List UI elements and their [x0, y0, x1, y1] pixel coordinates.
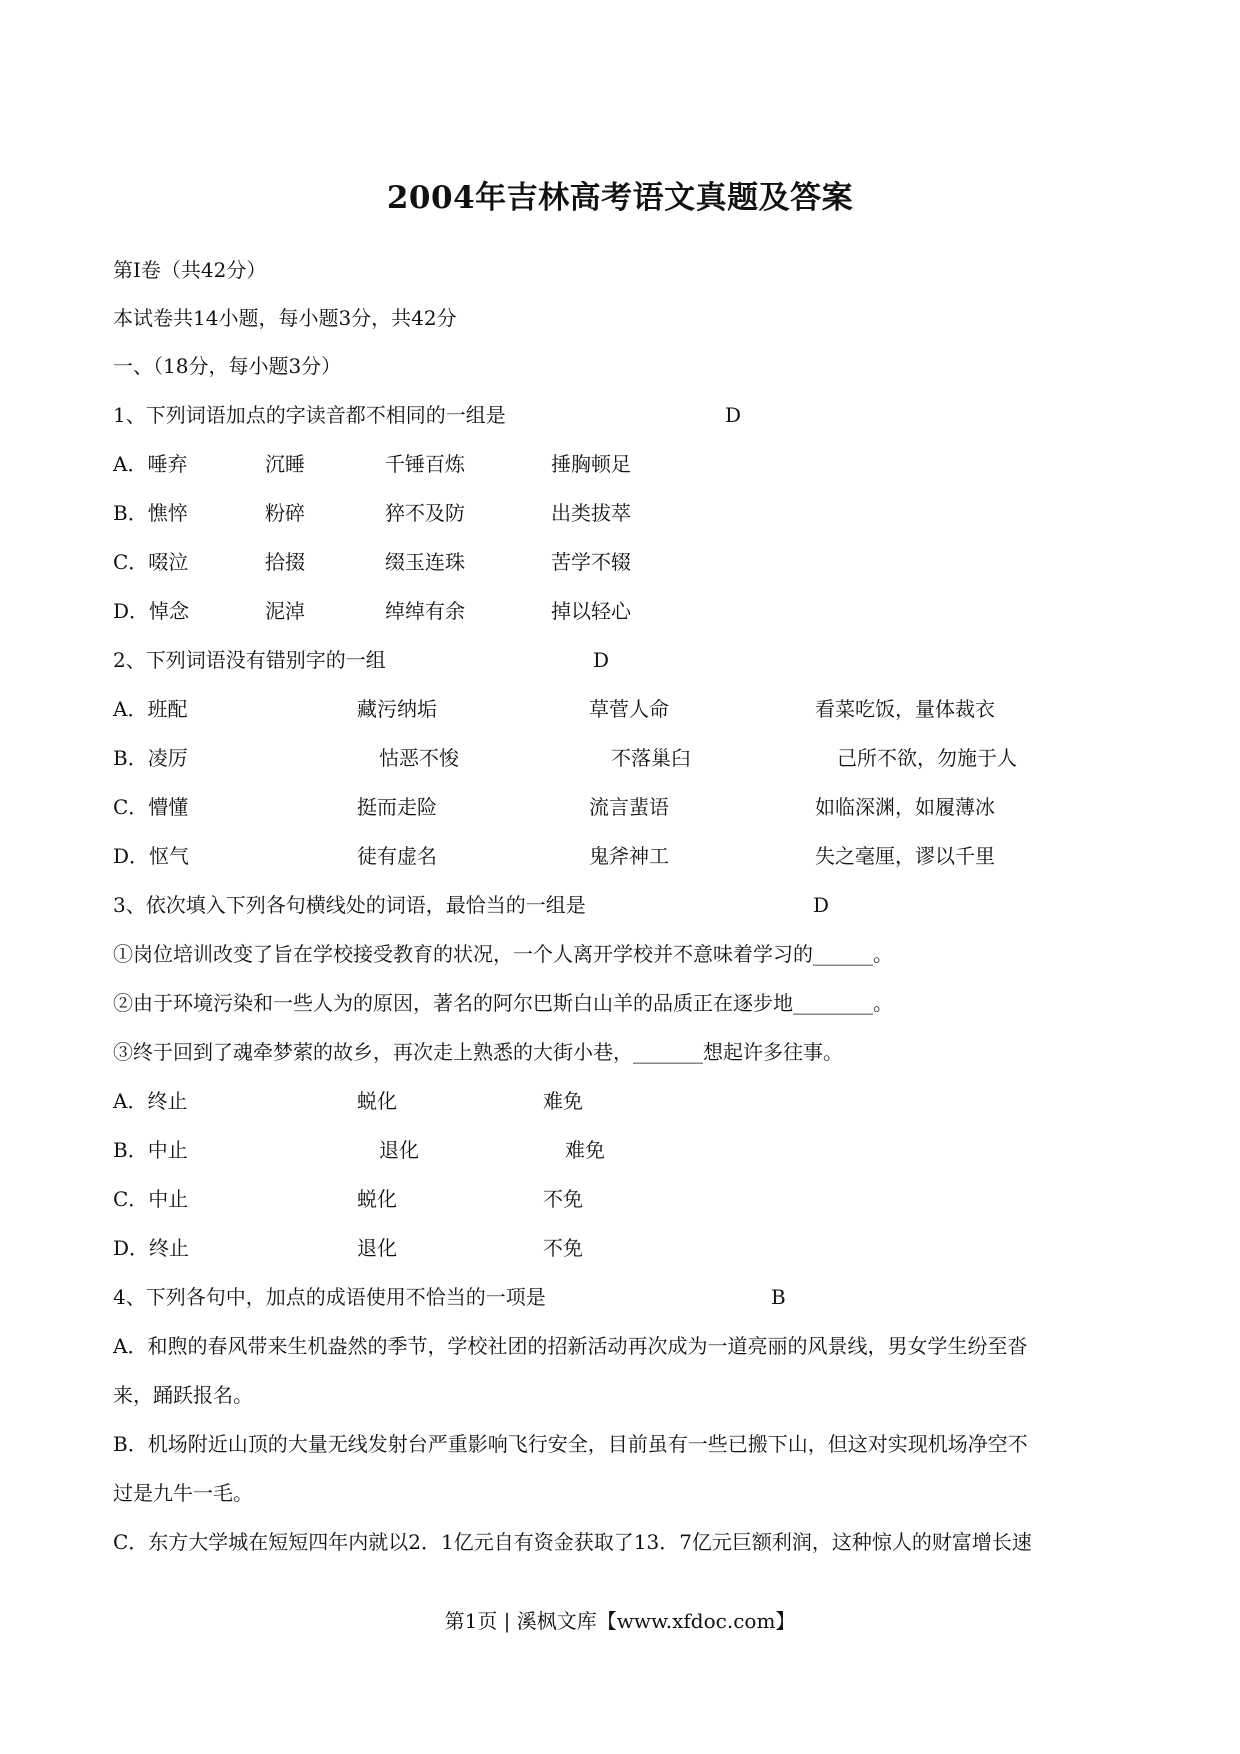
q1-option-text: 沉睡 [265, 452, 305, 476]
q1-option-text: C．啜泣 [113, 550, 189, 574]
q1-option-text: A．唾弃 [113, 452, 188, 476]
q4-option-a-line: 来，踊跃报名。 [113, 1383, 253, 1407]
instructions: 本试卷共14小题，每小题3分，共42分 [113, 306, 457, 330]
q1-option-text: 粉碎 [265, 501, 305, 525]
q2-stem [113, 648, 610, 672]
q1-option-text: 掉以轻心 [551, 599, 631, 623]
q1-option-text: 泥淖 [265, 599, 305, 623]
q3-option-text: 不免 [543, 1187, 583, 1211]
q1-stem [113, 403, 742, 427]
q4-stem-text: 4、下列各句中，加点的成语使用不恰当的一项是 [113, 1285, 546, 1309]
q2-option-text: 徒有虚名 [357, 844, 437, 868]
page-title: 2004年吉林高考语文真题及答案 [386, 180, 854, 216]
q4-stem [113, 1285, 786, 1309]
q1-stem-text: 1、下列词语加点的字读音都不相同的一组是 [113, 403, 506, 427]
q1-option-text: 苦学不辍 [551, 550, 631, 574]
q1-option-text: B．憔悴 [113, 501, 188, 525]
q3-sentence: ①岗位培训改变了旨在学校接受教育的状况，一个人离开学校并不意味着学习的______。 [113, 942, 893, 966]
q2-option-text: C．懵懂 [113, 795, 189, 819]
q3-option-text: 退化 [357, 1236, 397, 1260]
q3-answer: D [813, 893, 830, 917]
q2-answer: D [593, 648, 610, 672]
q1-option-text: 缀玉连珠 [385, 550, 465, 574]
q2-stem-text: 2、下列词语没有错别字的一组 [113, 648, 386, 672]
q1-option-text: 出类拔萃 [551, 501, 631, 525]
q3-sentence: ②由于环境污染和一些人为的原因，著名的阿尔巴斯白山羊的品质正在逐步地________。 [113, 991, 893, 1015]
q3-option-text: D．终止 [113, 1236, 190, 1260]
q3-option-text: C．中止 [113, 1187, 189, 1211]
q2-option-text: 如临深渊，如履薄冰 [815, 795, 995, 819]
q1-option-text: 绰绰有余 [385, 599, 465, 623]
q2-option-text: 己所不欲，勿施于人 [837, 746, 1017, 770]
q2-option-text: 失之毫厘，谬以千里 [815, 844, 995, 868]
q1-answer: D [725, 403, 742, 427]
q4-option-b-line: B．机场附近山顶的大量无线发射台严重影响飞行安全，目前虽有一些已搬下山，但这对实现机场净空不 [113, 1432, 1028, 1456]
q2-option-text: 挺而走险 [357, 795, 437, 819]
q2-option-text: 鬼斧神工 [589, 844, 669, 868]
q1-option-text: D．悼念 [113, 599, 190, 623]
q2-option-text: A．班配 [113, 697, 188, 721]
q4-option-c-line: C．东方大学城在短短四年内就以2．1亿元自有资金获取了13．7亿元巨额利润，这种惊人的财富增长速 [113, 1530, 1032, 1554]
q2-option-text: D．怄气 [113, 844, 190, 868]
q3-option-text: 蜕化 [357, 1187, 397, 1211]
q3-option-text: A．终止 [113, 1089, 188, 1113]
q3-option-text: B．中止 [113, 1138, 188, 1162]
q3-option-text: 蜕化 [357, 1089, 397, 1113]
q3-sentence: ③终于回到了魂牵梦萦的故乡，再次走上熟悉的大街小巷，_______想起许多往事。 [113, 1040, 843, 1064]
q1-option-text: 捶胸顿足 [551, 452, 631, 476]
q2-option-text: B．凌厉 [113, 746, 188, 770]
q2-option-text: 怙恶不悛 [379, 746, 459, 770]
q4-option-b-line: 过是九牛一毛。 [113, 1481, 253, 1505]
q1-option-text: 拾掇 [265, 550, 305, 574]
q1-option-text: 猝不及防 [385, 501, 465, 525]
q3-option-text: 难免 [565, 1138, 605, 1162]
q3-option-text: 不免 [543, 1236, 583, 1260]
q2-option-text: 流言蜚语 [589, 795, 669, 819]
q3-option-text: 难免 [543, 1089, 583, 1113]
q4-option-a-line: A．和煦的春风带来生机盎然的季节，学校社团的招新活动再次成为一道亮丽的风景线，男女学生纷至沓 [113, 1334, 1028, 1358]
page-footer: 第1页 | 溪枫文库【www.xfdoc.com】 [444, 1609, 796, 1633]
q2-option-text: 草菅人命 [589, 697, 669, 721]
part-one-header: 一、（18分，每小题3分） [113, 354, 342, 378]
q3-stem [113, 893, 830, 917]
section-header: 第Ⅰ卷（共42分） [113, 258, 267, 282]
q3-stem-text: 3、依次填入下列各句横线处的词语，最恰当的一组是 [113, 893, 586, 917]
q1-option-text: 千锤百炼 [385, 452, 465, 476]
q2-option-text: 藏污纳垢 [357, 697, 437, 721]
q2-option-text: 看菜吃饭，量体裁衣 [815, 697, 995, 721]
q2-option-text: 不落巢臼 [611, 746, 691, 770]
q3-option-text: 退化 [379, 1138, 419, 1162]
q4-answer: B [771, 1285, 786, 1309]
